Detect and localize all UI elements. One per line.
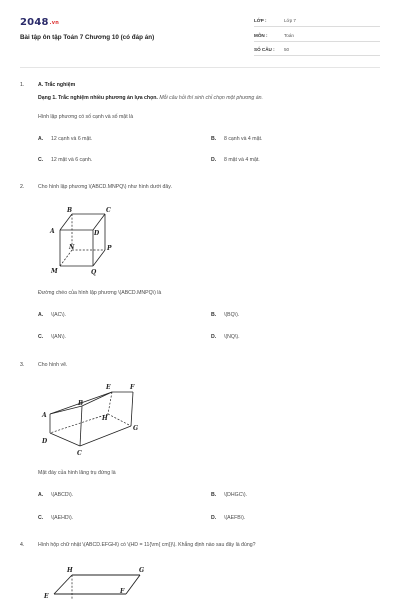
- option-text: 12 cạnh và 6 mặt.: [51, 136, 93, 142]
- label-vertex-h: H: [67, 567, 73, 574]
- meta-key: SỐ CÂU :: [254, 47, 275, 52]
- cube-figure: [44, 202, 124, 282]
- option-letter: D.: [211, 157, 217, 163]
- answer-option[interactable]: [211, 515, 245, 521]
- label-vertex-e: E: [106, 384, 111, 391]
- meta-value: Toán: [284, 33, 294, 38]
- meta-row-class: [254, 13, 380, 27]
- option-letter: B.: [211, 136, 217, 142]
- question-followup: Mặt đáy của hình lăng trụ đứng là: [38, 470, 116, 476]
- question-text: Hình lập phương có số cạnh và số mặt là: [38, 114, 134, 120]
- label-vertex-m: M: [51, 268, 58, 275]
- document-title: Bài tập ôn tập Toán 7 Chương 10 (có đáp án): [20, 34, 155, 41]
- option-letter: C.: [38, 334, 44, 340]
- answer-option[interactable]: [38, 492, 73, 498]
- question-number: 3.: [20, 362, 25, 368]
- instruction-italic: Mỗi câu hỏi thí sinh chỉ chọn một phương án.: [159, 95, 263, 101]
- label-vertex-n: N: [69, 244, 75, 251]
- label-vertex-g: G: [139, 567, 145, 574]
- option-text: \(DHGC\).: [224, 492, 248, 498]
- option-letter: C.: [38, 157, 44, 163]
- label-vertex-g: G: [133, 425, 139, 432]
- section-instruction: [38, 95, 263, 101]
- label-vertex-e: E: [44, 593, 49, 600]
- logo-main: 2048: [20, 17, 49, 28]
- answer-option[interactable]: [211, 492, 247, 498]
- label-vertex-p: P: [107, 245, 112, 252]
- document-header: [0, 0, 400, 68]
- option-letter: A.: [38, 136, 44, 142]
- option-letter: D.: [211, 515, 217, 521]
- label-vertex-c: C: [77, 450, 82, 457]
- label-vertex-d: D: [94, 230, 100, 237]
- option-letter: B.: [211, 492, 217, 498]
- option-letter: A.: [38, 312, 44, 318]
- label-vertex-b: B: [78, 400, 84, 407]
- answer-option[interactable]: [38, 157, 92, 163]
- answer-option[interactable]: [211, 312, 239, 318]
- answer-option[interactable]: [38, 334, 66, 340]
- label-vertex-b: B: [67, 207, 73, 214]
- question-text: Cho hình lập phương \(ABCD.MNPQ\) như hình dưới đây.: [38, 184, 172, 190]
- answer-option[interactable]: [211, 334, 240, 340]
- question-text: Hình hộp chữ nhật \(ABCD.EFGH\) có \(HD = 11{\rm{ cm}}\). Khẳng định nào sau đây là đúng?: [38, 542, 256, 548]
- answer-option[interactable]: [211, 157, 260, 163]
- question-number: 4.: [20, 542, 25, 548]
- label-vertex-a: A: [42, 412, 47, 419]
- label-vertex-c: C: [106, 207, 111, 214]
- meta-key: LỚP :: [254, 18, 267, 23]
- answer-option[interactable]: [38, 515, 73, 521]
- option-letter: D.: [211, 334, 217, 340]
- label-vertex-f: F: [130, 384, 135, 391]
- question-number: 1.: [20, 82, 25, 88]
- option-letter: C.: [38, 515, 44, 521]
- prism-figure: [40, 380, 150, 460]
- option-text: \(AC\).: [51, 312, 66, 318]
- section-heading: A. Trắc nghiệm: [38, 82, 76, 88]
- option-text: \(AN\).: [51, 334, 66, 340]
- box-figure: [40, 562, 170, 600]
- label-vertex-q: Q: [91, 269, 97, 276]
- header-divider: [20, 67, 380, 68]
- label-vertex-h: H: [102, 415, 108, 422]
- label-vertex-a: A: [50, 228, 55, 235]
- meta-value: 50: [284, 47, 290, 52]
- answer-option[interactable]: [38, 312, 66, 318]
- option-text: \(AEHD\).: [51, 515, 74, 521]
- logo-suffix: .vn: [49, 20, 59, 26]
- question-text: Cho hình vẽ.: [38, 362, 68, 368]
- instruction-bold: Dạng 1. Trắc nghiệm nhiều phương án lựa chọn.: [38, 95, 158, 101]
- question-number: 2.: [20, 184, 25, 190]
- meta-value: Lớp 7: [284, 18, 296, 23]
- option-text: \(ABCD\).: [51, 492, 74, 498]
- meta-row-count: [254, 42, 380, 56]
- option-text: \(BQ\).: [224, 312, 240, 318]
- option-text: 8 mặt và 4 mặt.: [224, 157, 260, 163]
- option-letter: B.: [211, 312, 217, 318]
- meta-key: MÔN :: [254, 33, 268, 38]
- option-text: 12 mặt và 6 cạnh.: [51, 157, 93, 163]
- meta-row-subject: [254, 28, 380, 42]
- label-vertex-f: F: [120, 588, 125, 595]
- answer-option[interactable]: [211, 136, 262, 142]
- option-text: 8 cạnh và 4 mặt.: [224, 136, 263, 142]
- option-letter: A.: [38, 492, 44, 498]
- answer-option[interactable]: [38, 136, 92, 142]
- site-logo[interactable]: [20, 17, 59, 28]
- question-followup: Đường chéo của hình lập phương \(ABCD.MNPQ\) là: [38, 290, 162, 296]
- label-vertex-d: D: [42, 438, 48, 445]
- option-text: \(NQ\).: [224, 334, 240, 340]
- option-text: \(AEFB\).: [224, 515, 246, 521]
